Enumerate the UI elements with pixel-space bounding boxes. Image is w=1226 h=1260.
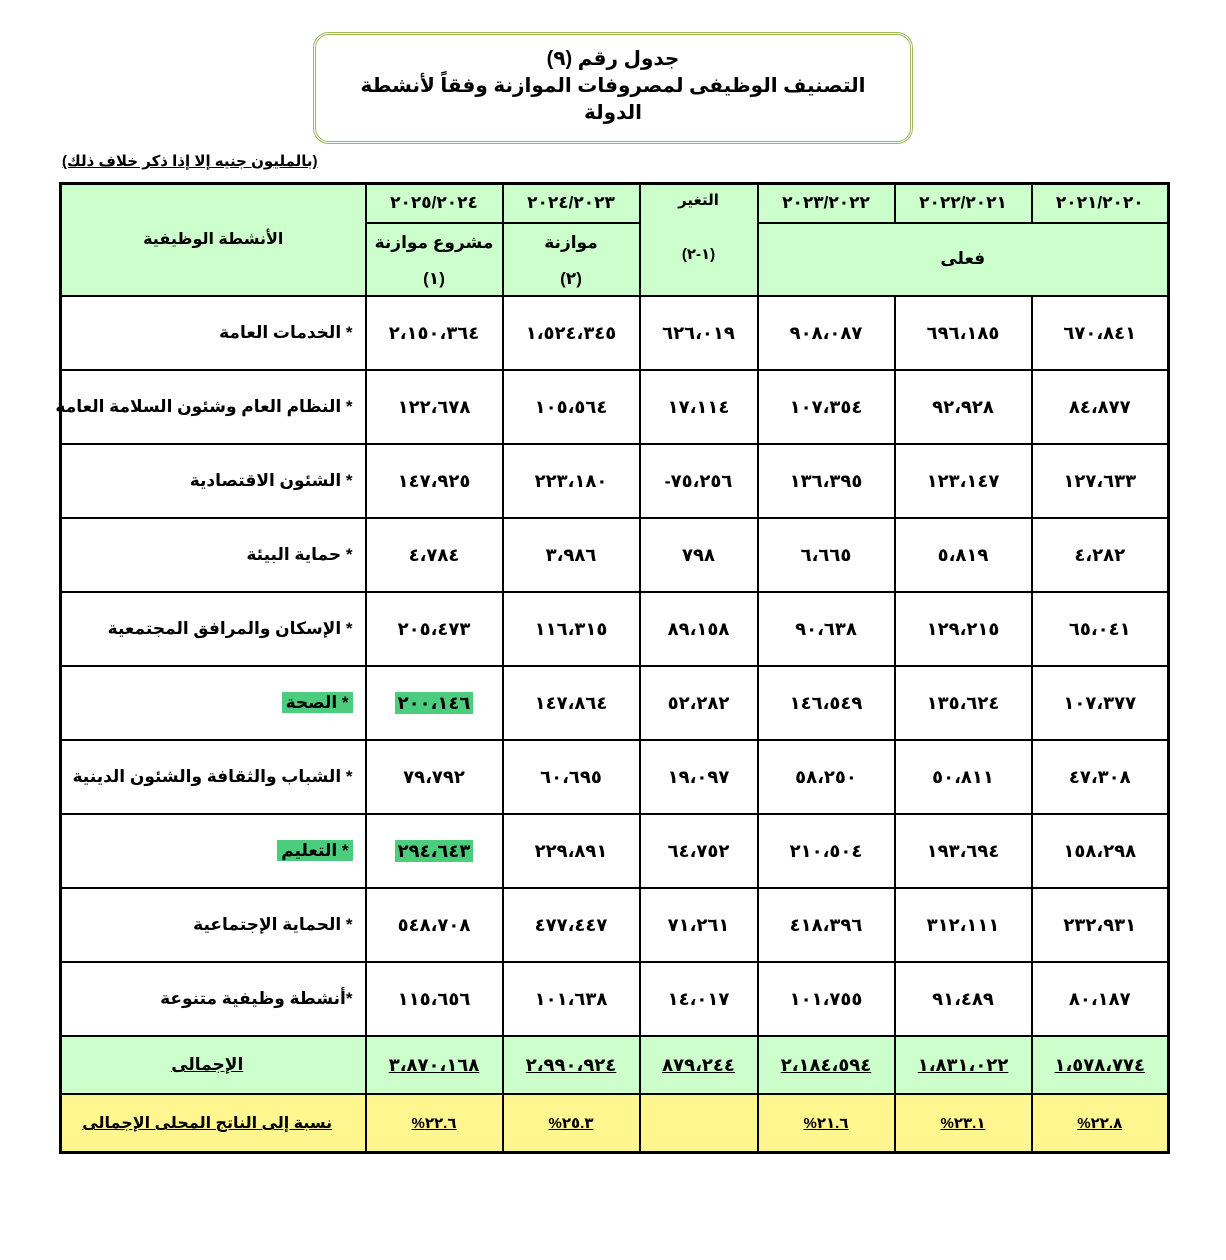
cell-draft-value: ٤،٧٨٤ bbox=[408, 544, 460, 565]
cell-draft-value: ١٤٧،٩٢٥ bbox=[397, 470, 471, 491]
ratio-value: ٢٥.٣% bbox=[548, 1115, 594, 1132]
cell-actual-2022-2023: ٩٠،٦٣٨ bbox=[758, 592, 895, 666]
cell-actual-2021-2022: ٩٢،٩٢٨ bbox=[895, 370, 1032, 444]
cell-activity-label bbox=[61, 888, 366, 962]
ratio-actual-2022-2023 bbox=[758, 1094, 895, 1153]
cell-actual-2021-2022: ٦٩٦،١٨٥ bbox=[895, 296, 1032, 370]
page-title: التصنيف الوظيفى لمصروفات الموازنة وفقاً لأنشطة الدولة bbox=[360, 75, 866, 124]
cell-actual-2022-2023: ١٠٧،٣٥٤ bbox=[758, 370, 895, 444]
ratio-value: ٢٣.١% bbox=[940, 1115, 986, 1132]
cell-draft-value: ٧٩،٧٩٢ bbox=[403, 766, 465, 787]
cell-activity-label bbox=[55, 370, 366, 444]
ratio-actual-2021-2022 bbox=[895, 1094, 1032, 1153]
cell-actual-2020-2021: ٦٥،٠٤١ bbox=[1032, 592, 1169, 666]
header-draft-sub bbox=[366, 223, 503, 296]
cell-activity-label bbox=[61, 444, 366, 518]
total-value: ٢،١٨٤،٥٩٤ bbox=[780, 1054, 872, 1075]
cell-draft-2024-2025 bbox=[366, 814, 503, 888]
table-head bbox=[61, 184, 1169, 297]
cell-actual-2020-2021: ٤٧،٣٠٨ bbox=[1032, 740, 1169, 814]
ratio-actual-2020-2021 bbox=[1032, 1094, 1169, 1153]
ratio-label bbox=[61, 1094, 366, 1153]
cell-actual-2020-2021: ١٢٧،٦٣٣ bbox=[1032, 444, 1169, 518]
cell-actual-2021-2022: ٣١٢،١١١ bbox=[895, 888, 1032, 962]
activity-label-text: * الشئون الاقتصادية bbox=[189, 471, 353, 490]
cell-budget-2023-2024: ١،٥٢٤،٣٤٥ bbox=[503, 296, 640, 370]
header-row-years bbox=[61, 184, 1169, 224]
header-year-2020-2021: ٢٠٢١/٢٠٢٠ bbox=[1032, 184, 1169, 224]
cell-draft-2024-2025 bbox=[366, 666, 503, 740]
header-change bbox=[640, 184, 758, 297]
activity-label-text-highlighted: * التعليم bbox=[277, 840, 352, 861]
total-value: ٢،٩٩٠،٩٢٤ bbox=[525, 1054, 617, 1075]
activity-label-text: * الشباب والثقافة والشئون الدينية bbox=[72, 767, 353, 786]
total-draft-2024-2025 bbox=[366, 1036, 503, 1094]
cell-draft-value: ٢،١٥٠،٣٦٤ bbox=[388, 322, 480, 343]
cell-actual-2022-2023: ٥٨،٢٥٠ bbox=[758, 740, 895, 814]
table-body bbox=[55, 296, 1169, 1153]
cell-budget-2023-2024: ٣،٩٨٦ bbox=[503, 518, 640, 592]
header-budget-index: (٢) bbox=[560, 269, 582, 289]
table-number: جدول رقم (٩) bbox=[546, 48, 680, 70]
cell-activity-label bbox=[61, 962, 366, 1036]
cell-change: ١٧،١١٤ bbox=[640, 370, 758, 444]
cell-draft-2024-2025 bbox=[366, 962, 503, 1036]
cell-change: ٨٩،١٥٨ bbox=[640, 592, 758, 666]
cell-activity-label bbox=[61, 592, 366, 666]
cell-budget-2023-2024: ١٤٧،٨٦٤ bbox=[503, 666, 640, 740]
ratio-value: ٢٢.٦% bbox=[411, 1115, 457, 1132]
cell-change: ١٤،٠١٧ bbox=[640, 962, 758, 1036]
cell-actual-2020-2021: ٨٤،٨٧٧ bbox=[1032, 370, 1169, 444]
cell-actual-2021-2022: ١٢٩،٢١٥ bbox=[895, 592, 1032, 666]
cell-activity-label bbox=[61, 814, 366, 888]
header-change-label: التغير bbox=[678, 192, 719, 209]
cell-draft-value: ٢٠٥،٤٧٣ bbox=[397, 618, 471, 639]
cell-change: ٧٥،٢٥٦- bbox=[640, 444, 758, 518]
cell-draft-value-highlighted: ٢٩٤،٦٤٣ bbox=[395, 840, 474, 862]
cell-draft-value-highlighted: ٢٠٠،١٤٦ bbox=[395, 692, 474, 714]
header-draft-index: (١) bbox=[423, 269, 445, 289]
cell-actual-2022-2023: ٢١٠،٥٠٤ bbox=[758, 814, 895, 888]
activity-label-text: * الحماية الإجتماعية bbox=[193, 915, 353, 934]
cell-change: ٦٤،٧٥٢ bbox=[640, 814, 758, 888]
total-budget-2023-2024 bbox=[503, 1036, 640, 1094]
activity-label-text: *أنشطة وظيفية متنوعة bbox=[160, 989, 353, 1008]
cell-activity-label bbox=[61, 666, 366, 740]
header-year-2023-2024: ٢٠٢٤/٢٠٢٣ bbox=[503, 184, 640, 224]
total-value: ١،٥٧٨،٧٧٤ bbox=[1054, 1054, 1146, 1075]
ratio-change bbox=[640, 1094, 758, 1153]
cell-actual-2022-2023: ١٠١،٧٥٥ bbox=[758, 962, 895, 1036]
cell-draft-2024-2025 bbox=[366, 370, 503, 444]
title-container bbox=[0, 32, 1226, 144]
cell-actual-2022-2023: ١٣٦،٣٩٥ bbox=[758, 444, 895, 518]
cell-actual-2021-2022: ١٩٣،٦٩٤ bbox=[895, 814, 1032, 888]
cell-budget-2023-2024: ٦٠،٦٩٥ bbox=[503, 740, 640, 814]
cell-actual-2020-2021: ٢٣٢،٩٣١ bbox=[1032, 888, 1169, 962]
budget-table-wrap bbox=[55, 182, 1170, 1154]
cell-change: ١٩،٠٩٧ bbox=[640, 740, 758, 814]
cell-actual-2022-2023: ٤١٨،٣٩٦ bbox=[758, 888, 895, 962]
table-row bbox=[61, 296, 1169, 370]
table-row bbox=[61, 592, 1169, 666]
header-actual-merged: فعلى bbox=[758, 223, 1169, 296]
cell-draft-2024-2025 bbox=[366, 444, 503, 518]
activity-label-text: * حماية البيئة bbox=[246, 545, 353, 564]
table-row bbox=[61, 370, 1169, 444]
cell-actual-2021-2022: ١٣٥،٦٢٤ bbox=[895, 666, 1032, 740]
total-label-text: الإجمالى bbox=[171, 1055, 244, 1074]
total-value: ٣،٨٧٠،١٦٨ bbox=[388, 1054, 480, 1075]
header-draft-label: مشروع موازنة bbox=[374, 233, 494, 252]
cell-actual-2022-2023: ٩٠٨،٠٨٧ bbox=[758, 296, 895, 370]
total-actual-2022-2023 bbox=[758, 1036, 895, 1094]
activity-label-text: * النظام العام وشئون السلامة العامة bbox=[55, 397, 353, 416]
title-box bbox=[313, 32, 913, 144]
table-row-education bbox=[61, 814, 1169, 888]
header-activities: الأنشطة الوظيفية bbox=[61, 184, 366, 297]
cell-actual-2021-2022: ٩١،٤٨٩ bbox=[895, 962, 1032, 1036]
total-label bbox=[61, 1036, 366, 1094]
header-year-2024-2025: ٢٠٢٥/٢٠٢٤ bbox=[366, 184, 503, 224]
ratio-budget-2023-2024 bbox=[503, 1094, 640, 1153]
cell-actual-2020-2021: ١٥٨،٢٩٨ bbox=[1032, 814, 1169, 888]
header-budget-sub bbox=[503, 223, 640, 296]
total-value: ٨٧٩،٢٤٤ bbox=[662, 1054, 735, 1075]
table-row-total bbox=[61, 1036, 1169, 1094]
cell-draft-value: ٥٤٨،٧٠٨ bbox=[397, 914, 471, 935]
cell-draft-2024-2025 bbox=[366, 888, 503, 962]
cell-actual-2022-2023: ٦،٦٦٥ bbox=[758, 518, 895, 592]
cell-budget-2023-2024: ١١٦،٣١٥ bbox=[503, 592, 640, 666]
activity-label-text: * الخدمات العامة bbox=[219, 323, 353, 342]
table-row-health bbox=[61, 666, 1169, 740]
cell-change: ٦٢٦،٠١٩ bbox=[640, 296, 758, 370]
activity-label-text-highlighted: * الصحة bbox=[282, 692, 353, 713]
header-change-formula: (١-٢) bbox=[681, 246, 716, 263]
cell-budget-2023-2024: ١٠١،٦٣٨ bbox=[503, 962, 640, 1036]
cell-draft-2024-2025 bbox=[366, 592, 503, 666]
cell-activity-label bbox=[61, 740, 366, 814]
cell-activity-label bbox=[61, 296, 366, 370]
cell-actual-2020-2021: ٤،٢٨٢ bbox=[1032, 518, 1169, 592]
cell-budget-2023-2024: ٤٧٧،٤٤٧ bbox=[503, 888, 640, 962]
cell-activity-label bbox=[61, 518, 366, 592]
total-actual-2020-2021 bbox=[1032, 1036, 1169, 1094]
table-row bbox=[61, 740, 1169, 814]
ratio-value: ٢١.٦% bbox=[803, 1115, 849, 1132]
cell-actual-2020-2021: ٨٠،١٨٧ bbox=[1032, 962, 1169, 1036]
cell-draft-value: ١١٥،٦٥٦ bbox=[397, 988, 471, 1009]
ratio-label-text: نسبة إلى الناتج المحلى الإجمالى bbox=[82, 1115, 333, 1132]
total-change bbox=[640, 1036, 758, 1094]
functional-classification-table bbox=[55, 182, 1170, 1154]
cell-budget-2023-2024: ٢٢٩،٨٩١ bbox=[503, 814, 640, 888]
cell-actual-2021-2022: ١٢٣،١٤٧ bbox=[895, 444, 1032, 518]
ratio-value: ٢٢.٨% bbox=[1077, 1115, 1123, 1132]
total-actual-2021-2022 bbox=[895, 1036, 1032, 1094]
total-value: ١،٨٣١،٠٢٢ bbox=[917, 1054, 1009, 1075]
cell-actual-2021-2022: ٥٠،٨١١ bbox=[895, 740, 1032, 814]
table-row-gdp-ratio bbox=[61, 1094, 1169, 1153]
cell-actual-2022-2023: ١٤٦،٥٤٩ bbox=[758, 666, 895, 740]
cell-actual-2020-2021: ٦٧٠،٨٤١ bbox=[1032, 296, 1169, 370]
activity-label-text: * الإسكان والمرافق المجتمعية bbox=[107, 619, 353, 638]
cell-change: ٧١،٢٦١ bbox=[640, 888, 758, 962]
header-year-2021-2022: ٢٠٢٢/٢٠٢١ bbox=[895, 184, 1032, 224]
cell-actual-2021-2022: ٥،٨١٩ bbox=[895, 518, 1032, 592]
cell-actual-2020-2021: ١٠٧،٣٧٧ bbox=[1032, 666, 1169, 740]
table-row bbox=[61, 888, 1169, 962]
cell-draft-2024-2025 bbox=[366, 296, 503, 370]
cell-draft-2024-2025 bbox=[366, 518, 503, 592]
cell-change: ٧٩٨ bbox=[640, 518, 758, 592]
header-year-2022-2023: ٢٠٢٣/٢٠٢٢ bbox=[758, 184, 895, 224]
table-row bbox=[61, 444, 1169, 518]
cell-change: ٥٢،٢٨٢ bbox=[640, 666, 758, 740]
table-row bbox=[61, 518, 1169, 592]
cell-budget-2023-2024: ٢٢٣،١٨٠ bbox=[503, 444, 640, 518]
cell-draft-2024-2025 bbox=[366, 740, 503, 814]
cell-budget-2023-2024: ١٠٥،٥٦٤ bbox=[503, 370, 640, 444]
header-budget-label: موازنة bbox=[544, 233, 598, 252]
ratio-draft-2024-2025 bbox=[366, 1094, 503, 1153]
table-row bbox=[61, 962, 1169, 1036]
cell-draft-value: ١٢٢،٦٧٨ bbox=[397, 396, 471, 417]
unit-note: (بالمليون جنيه إلا إذا ذكر خلاف ذلك) bbox=[62, 153, 318, 170]
